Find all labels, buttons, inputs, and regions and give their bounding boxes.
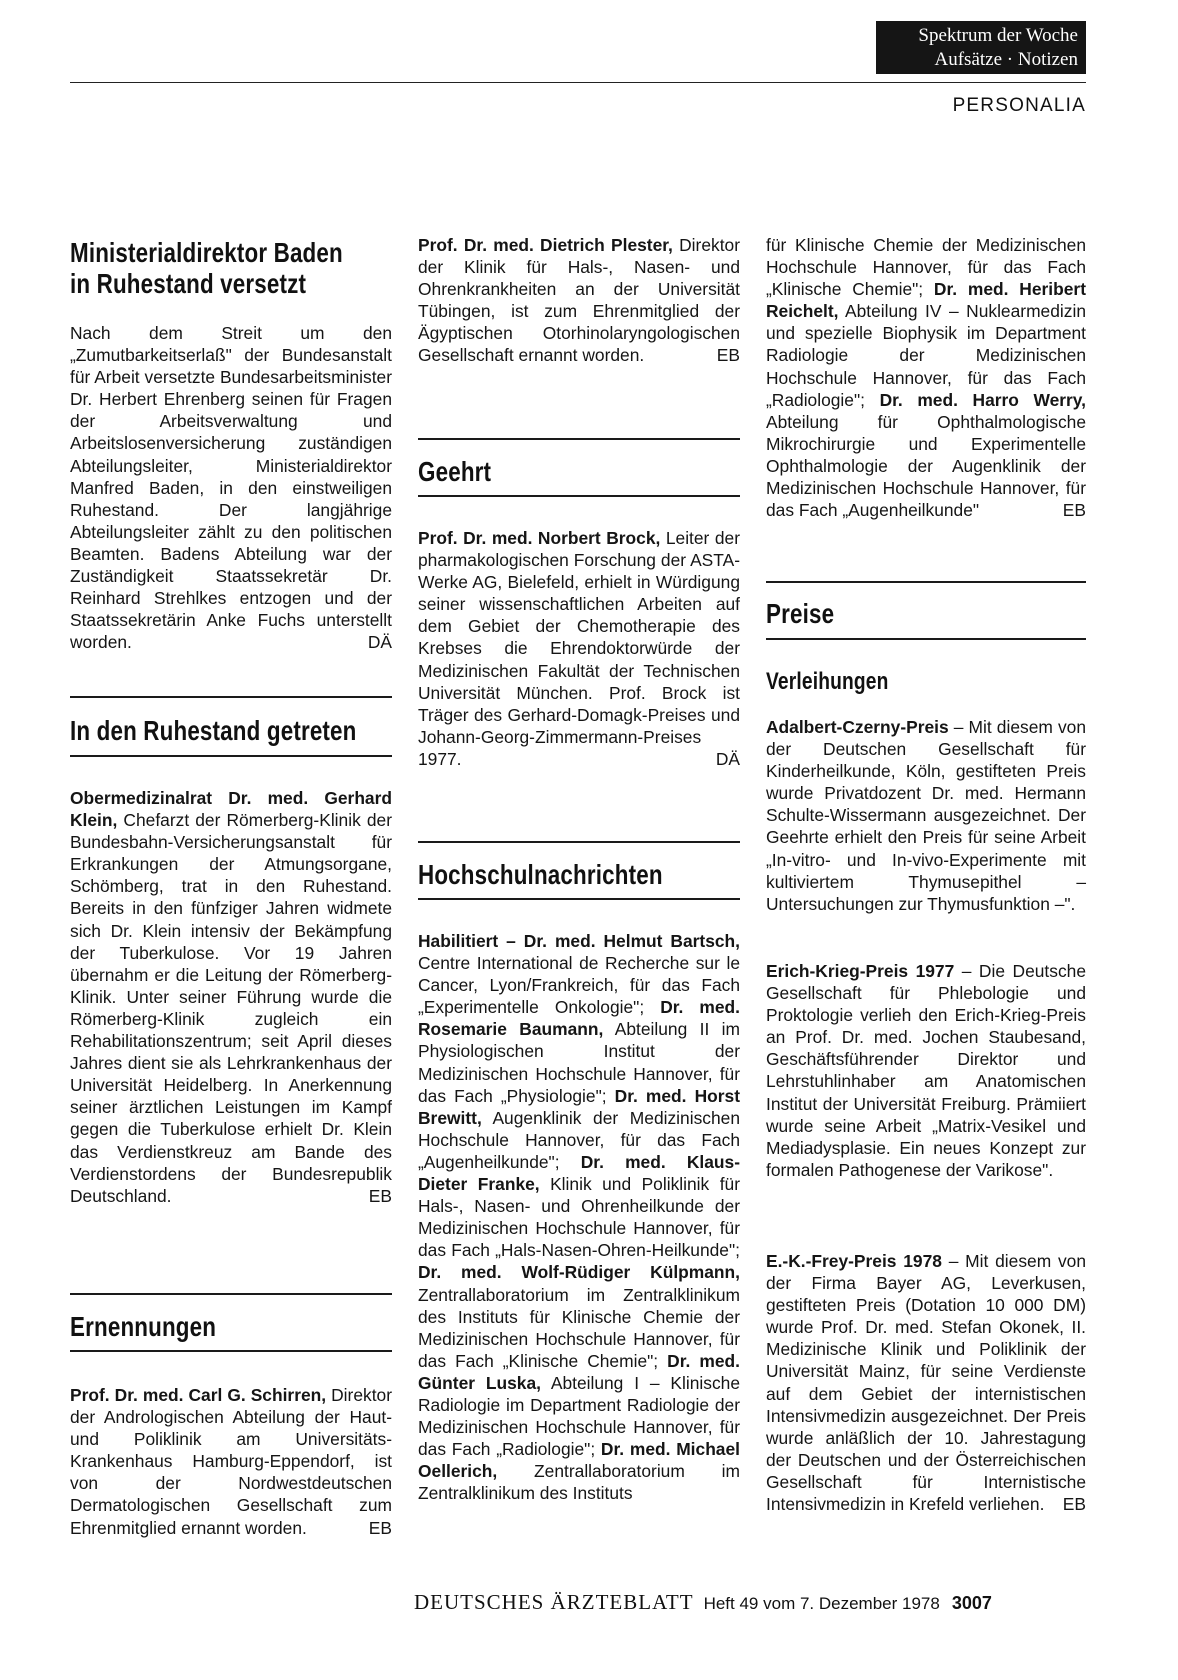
person-name: Obermedizinalrat Dr. med. Gerhard Klein, <box>70 788 392 831</box>
entry-text: Zentrallaboratorium im Zentralklinikum des Instituts <box>418 1461 740 1504</box>
article-text-baden: Nach dem Streit um den „Zumutbarkeitserlaß" der Bundesanstalt für Arbeit versetzte Bundesarbeitsminister Dr. Herbert Ehrenberg seinen für Fragen der Arbeitsverwaltung und Arbeitslosenversicherung zuständigen Abteilungsleiter, Ministerialdirektor Manfred Baden, in den einstweiligen Ruhestand. Der langjährige Abteilungsleiter zählt zu den politischen Beamten. Badens Abteilung war der Zuständigkeit Staatssekretär Dr. Reinhard Strehlkes entzogen und der Staatssekretärin Anke Fuchs unterstellt worden. <box>70 323 392 653</box>
article-text-plester: Direktor der Klinik für Hals-, Nasen- und Ohrenkrankheiten an der Universität Tübingen, ist zum Ehrenmitglied der Ägyptischen Otorhinolaryngologischen Gesellschaft ernannt worden. <box>418 235 740 366</box>
section-label-box <box>876 21 1086 74</box>
article-body-ernennungen <box>70 1384 392 1539</box>
section-rule-bottom <box>418 898 740 900</box>
section-rule-top <box>766 581 1086 583</box>
section-label-line-1: Spektrum der Woche <box>918 25 1078 46</box>
section-rule-bottom <box>70 1350 392 1352</box>
prize-name: Erich-Krieg-Preis 1977 <box>766 961 955 981</box>
entry-text: Augenklinik der Medizinischen Hochschule Hannover, für das Fach „Augenheilkunde"; <box>418 1107 740 1172</box>
person-name: Dr. med. Michael Oellerich, <box>418 1439 740 1482</box>
article-body-geehrt <box>418 527 740 770</box>
author-signature: EB <box>1062 1494 1086 1515</box>
author-signature: EB <box>716 345 740 366</box>
section-rule-bottom <box>70 755 392 757</box>
article-body-baden <box>70 322 392 653</box>
section-rule-bottom <box>418 495 740 497</box>
entry-text: Zentrallaboratorium im Zentralklinikum des Instituts für Klinische Chemie der Medizinischen Hochschule Hannover, für das Fach „Klinische Chemie"; <box>418 1284 740 1371</box>
article-body-hochschul-continued <box>766 234 1086 521</box>
article-body-plester <box>418 234 740 367</box>
entry-text: Abteilung IV – Nuklearmedizin und spezielle Biophysik im Department Radiologie der Medizinischen Hochschule Hannover, für das Fach „Radiologie"; <box>766 301 1086 410</box>
section-rule-top <box>418 841 740 843</box>
section-title-ruhestand: In den Ruhestand getreten <box>70 715 357 746</box>
article-title-baden-line-1: Ministerialdirektor Baden <box>70 237 343 268</box>
subsection-title-verleihungen: Verleihungen <box>766 668 889 695</box>
person-name: Dr. med. Klaus-Dieter Franke, <box>418 1151 740 1195</box>
person-name: Prof. Dr. med. Dietrich Plester, <box>418 235 673 255</box>
article-title-baden-line-2: in Ruhestand versetzt <box>70 268 307 299</box>
article-body-hochschul <box>418 930 740 1504</box>
author-signature: EB <box>368 1185 392 1206</box>
page-number: 3007 <box>951 1593 992 1613</box>
person-name: Dr. med. Rosemarie Baumann, <box>418 997 740 1040</box>
section-rule-bottom <box>766 638 1086 640</box>
page-footer <box>414 1590 992 1615</box>
rubric-title: PERSONALIA <box>952 95 1086 116</box>
section-title-geehrt: Geehrt <box>418 456 492 487</box>
entry-text: Klinik und Poliklinik für Hals-, Nasen- und Ohrenheilkunde der Medizinischen Hochschule Hannover, für das Fach „Hals-Nasen-Ohren-Heilkunde"; <box>418 1174 740 1261</box>
article-text-ruhestand: Chefarzt der Römerberg-Klinik der Bundesbahn-Versicherungsanstalt für Erkrankungen der Atmungsorgane, Schömberg, trat in den Ruhestand. Bereits in den fünfziger Jahren widmete sich Dr. Klein intensiv der Bekämpfung der Tuberkulose. Vor 19 Jahren übernahm er die Leitung der Römerberg-Klinik. Unter seiner Führung wurde die Römerberg-Klinik zugleich ein Rehabilitationszentrum; seit April dieses Jahres dient sie als Lehrkrankenhaus der Universität Heidelberg. In Anerkennung seiner ärztlichen Leistungen im Kampf gegen die Tuberkulose erhielt Dr. Klein das Verdienstkreuz am Bande des Verdienstordens der Bundesrepublik Deutschland. <box>70 810 392 1206</box>
author-signature: EB <box>368 1517 392 1538</box>
article-body-ruhestand <box>70 787 392 1207</box>
person-name: Dr. med. Harro Werry, <box>879 389 1086 410</box>
article-text-ernennungen: Direktor der Andrologischen Abteilung der Haut- und Poliklinik am Universitäts-Krankenhaus Hamburg-Eppendorf, ist von der Nordwestdeutschen Dermatologischen Gesellschaft zum Ehrenmitglied ernannt worden. <box>70 1385 392 1538</box>
prize-entry-czerny <box>766 716 1086 915</box>
person-name: Habilitiert – Dr. med. Helmut Bartsch, <box>418 931 740 951</box>
person-name: Prof. Dr. med. Norbert Brock, <box>418 528 661 548</box>
journal-name: DEUTSCHES ÄRZTEBLATT <box>414 1590 694 1614</box>
section-title-hochschulnachrichten: Hochschulnachrichten <box>418 859 663 890</box>
entry-text: Abteilung für Ophthalmologische Mikrochirurgie und Experimentelle Ophthalmologie der Augenklinik der Medizinischen Hochschule Hannover, für das Fach „Augenheilkunde" <box>766 411 1086 521</box>
prize-text: – Mit diesem von der Firma Bayer AG, Leverkusen, gestifteten Preis (Dotation 10 000 DM) wurde Prof. Dr. med. Stefan Okonek, II. Medizinische Klinik und Poliklinik der Universität Mainz, für seine Verdienste auf dem Gebiet der internistischen Intensivmedizin ausgezeichnet. Der Preis wurde anläßlich der 10. Jahrestagung der Deutschen und der Österreichischen Gesellschaft für Internistische Intensivmedizin in Krefeld verliehen. <box>766 1251 1086 1515</box>
person-name: Dr. med. Günter Luska, <box>418 1350 740 1393</box>
prize-name: E.-K.-Frey-Preis 1978 <box>766 1251 942 1271</box>
section-label-line-2: Aufsätze · Notizen <box>934 49 1078 70</box>
entry-text: Abteilung I – Klinische Radiologie im Department Radiologie der Medizinischen Hochschule Hannover, für das Fach „Radiologie"; <box>418 1372 740 1460</box>
article-text-geehrt: Leiter der pharmakologischen Forschung der ASTA-Werke AG, Bielefeld, erhielt in Würdigung seiner wissenschaftlichen Arbeiten auf dem Gebiet der Chemotherapie des Krebses die Ehrendoktorwürde der Medizinischen Fakultät der Technischen Universität München. Prof. Brock ist Träger des Gerhard-Domagk-Preises und Johann-Georg-Zimmermann-Preises 1977. <box>418 528 740 769</box>
person-name: Dr. med. Horst Brewitt, <box>418 1085 740 1128</box>
person-name: Prof. Dr. med. Carl G. Schirren, <box>70 1385 327 1405</box>
section-title-preise: Preise <box>766 598 835 629</box>
entry-text: für Klinische Chemie der Medizinischen Hochschule Hannover, für das Fach „Klinische Chemie"; <box>766 235 1086 300</box>
section-rule-top <box>70 696 392 698</box>
entry-text: Centre International de Recherche sur le Cancer, Lyon/Frankreich, für das Fach „Experimentelle Onkologie"; <box>418 953 740 1018</box>
author-signature: DÄ <box>715 748 740 769</box>
entry-text: Abteilung II im Physiologischen Institut der Medizinischen Hochschule Hannover, für das Fach „Physiologie"; <box>418 1019 740 1106</box>
header-rule <box>70 82 1086 83</box>
section-rule-top <box>418 438 740 440</box>
section-rule-top <box>70 1293 392 1295</box>
prize-text: – Die Deutsche Gesellschaft für Phlebologie und Proktologie verlieh den Erich-Krieg-Preis an Prof. Dr. med. Jochen Staubesand, Geschäftsführender Direktor und Lehrstuhlinhaber am Anatomischen Institut der Universität Freiburg. Prämiiert wurde seine Arbeit „Matrix-Vesikel und Mediadysplasie. Ein neues Konzept zur formalen Pathogenese der Varikose". <box>766 961 1086 1180</box>
issue-info: Heft 49 vom 7. Dezember 1978 <box>703 1594 940 1613</box>
author-signature: DÄ <box>367 632 392 653</box>
section-title-ernennungen: Ernennungen <box>70 1311 217 1342</box>
prize-text: – Mit diesem von der Deutschen Gesellschaft für Kinderheilkunde, Köln, gestifteten Preis wurde Privatdozent Dr. med. Hermann Schulte-Wissermann ausgezeichnet. Der Geehrte erhielt den Preis für seine Arbeit „In-vitro- und In-vivo-Experimente mit kultiviertem Thymusepithel – Untersuchungen zur Thymusfunktion –". <box>766 717 1086 914</box>
prize-entry-frey <box>766 1250 1086 1515</box>
person-name: Dr. med. Heribert Reichelt, <box>766 279 1086 322</box>
author-signature: EB <box>1062 500 1086 521</box>
prize-name: Adalbert-Czerny-Preis <box>766 717 949 737</box>
prize-entry-krieg <box>766 960 1086 1181</box>
person-name: Dr. med. Wolf-Rüdiger Külpmann, <box>418 1262 740 1283</box>
